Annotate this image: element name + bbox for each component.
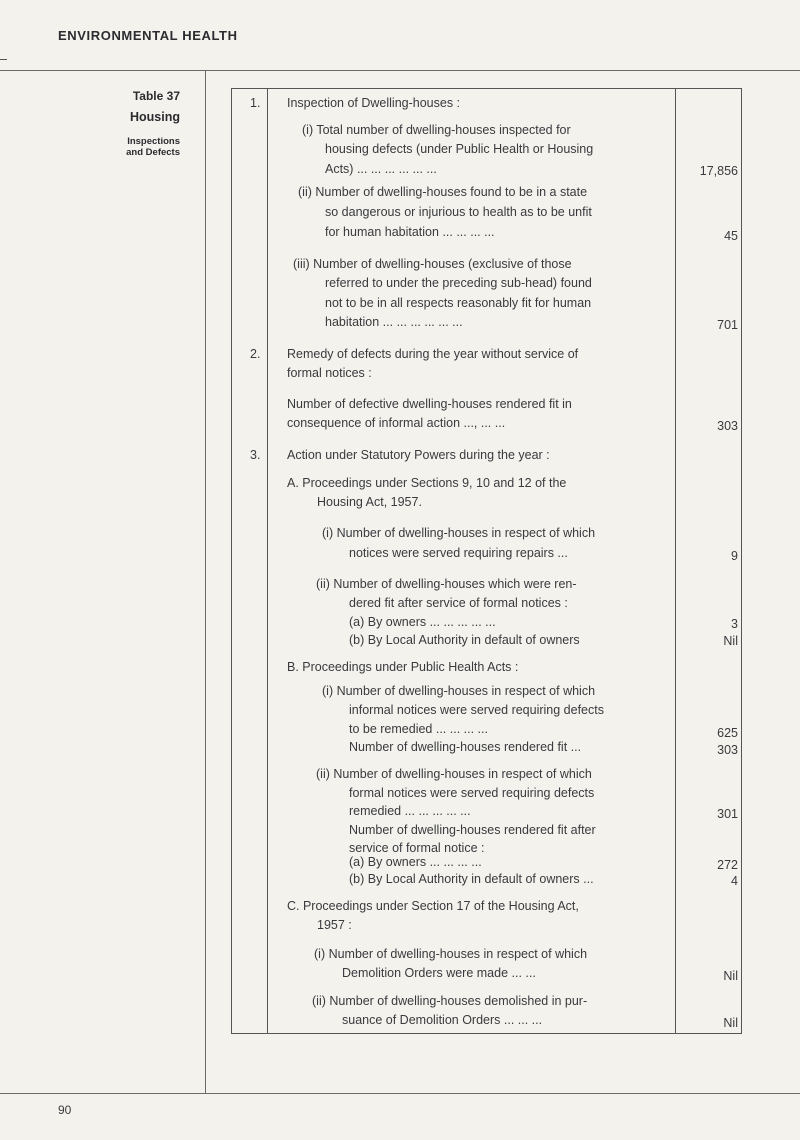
- table-text-line: Number of dwelling-houses rendered fit ...: [349, 740, 582, 754]
- table-text-line: service of formal notice :: [349, 841, 485, 855]
- table-text-line: C. Proceedings under Section 17 of the Housing Act,: [287, 899, 579, 913]
- section-heading: Inspection of Dwelling-houses :: [287, 96, 461, 110]
- subtopic-line-1: Inspections: [127, 136, 180, 147]
- subtopic-line-2: and Defects: [126, 147, 180, 158]
- table-text-line: referred to under the preceding sub-head) found: [325, 276, 592, 290]
- value-by-owners: 3: [731, 617, 738, 631]
- table-text-line: to be remedied ... ... ... ...: [349, 722, 488, 736]
- table-text-line: (a) By owners ... ... ... ... ...: [349, 615, 496, 629]
- subtopic-label: [60, 136, 180, 158]
- table-text-line: (i) Number of dwelling-houses in respect of which: [314, 947, 588, 961]
- table-text-line: (ii) Number of dwelling-houses which were ren-: [316, 577, 577, 591]
- value-informal-notices: 625: [717, 726, 738, 740]
- table-text-line: A. Proceedings under Sections 9, 10 and 12 of the: [287, 476, 567, 490]
- margin-tick: [0, 59, 7, 60]
- table-text-line: notices were served requiring repairs ...: [349, 546, 568, 560]
- table-text-line: for human habitation ... ... ... ...: [325, 225, 495, 239]
- value-by-authority: Nil: [723, 634, 738, 648]
- table-text-line: not to be in all respects reasonably fit for human: [325, 296, 592, 310]
- table-text-line: (i) Number of dwelling-houses in respect of which: [322, 684, 596, 698]
- page-number: 90: [58, 1103, 72, 1117]
- value-formal-notices: 301: [717, 807, 738, 821]
- table-text-line: formal notices :: [287, 366, 372, 380]
- table-text-line: (b) By Local Authority in default of owners ...: [349, 872, 594, 886]
- table-text-line: remedied ... ... ... ... ...: [349, 804, 471, 818]
- value-b-by-authority: 4: [731, 874, 738, 888]
- table-text-line: formal notices were served requiring defects: [349, 786, 595, 800]
- table-label: Table 37: [132, 89, 180, 103]
- table-text-line: Acts) ... ... ... ... ... ...: [325, 162, 437, 176]
- section-heading: Action under Statutory Powers during the year :: [287, 448, 550, 462]
- margin-rule: [205, 70, 206, 1094]
- table-text-line: Number of dwelling-houses rendered fit after: [349, 823, 596, 837]
- page-header: ENVIRONMENTAL HEALTH: [58, 28, 238, 43]
- table-text-line: (iii) Number of dwelling-houses (exclusive of those: [293, 257, 572, 271]
- value-repair-notices: 9: [731, 549, 738, 563]
- table-text-line: (b) By Local Authority in default of owners: [349, 633, 580, 647]
- table-text-line: (ii) Number of dwelling-houses found to be in a state: [298, 185, 588, 199]
- table-text-line: consequence of informal action ..., ... ...: [287, 416, 506, 430]
- table-text-line: Number of defective dwelling-houses rendered fit in: [287, 397, 572, 411]
- table-text-line: B. Proceedings under Public Health Acts :: [287, 660, 519, 674]
- table-text-line: habitation ... ... ... ... ... ...: [325, 315, 463, 329]
- value-unfit: 45: [724, 229, 738, 243]
- table-text-line: Housing Act, 1957.: [317, 495, 422, 509]
- bottom-rule: [0, 1093, 800, 1094]
- table-text-line: suance of Demolition Orders ... ... ...: [342, 1013, 543, 1027]
- value-rendered-fit: 303: [717, 743, 738, 757]
- value-informal-action: 303: [717, 419, 738, 433]
- value-not-fit: 701: [717, 318, 738, 332]
- table-text-line: (ii) Number of dwelling-houses demolished in pur-: [312, 994, 588, 1008]
- table-text-line: dered fit after service of formal notices :: [349, 596, 568, 610]
- section-number: 3.: [250, 448, 261, 462]
- value-total-inspected: 17,856: [699, 164, 738, 178]
- value-b-by-owners: 272: [717, 858, 738, 872]
- table-text-line: (i) Number of dwelling-houses in respect of which: [322, 526, 596, 540]
- table-text-line: (i) Total number of dwelling-houses inspected for: [302, 123, 571, 137]
- table-column-divider-left: [267, 89, 268, 1033]
- value-demolition-orders: Nil: [723, 969, 738, 983]
- table-text-line: so dangerous or injurious to health as to be unfit: [325, 205, 592, 219]
- value-demolished: Nil: [723, 1016, 738, 1030]
- table-text-line: 1957 :: [317, 918, 352, 932]
- table-text-line: Remedy of defects during the year without service of: [287, 347, 579, 361]
- section-number: 2.: [250, 347, 261, 361]
- table-text-line: (ii) Number of dwelling-houses in respect of which: [316, 767, 592, 781]
- topic-label: Housing: [130, 110, 180, 124]
- table-text-line: housing defects (under Public Health or Housing: [325, 142, 594, 156]
- table-text-line: informal notices were served requiring defects: [349, 703, 604, 717]
- table-text-line: (a) By owners ... ... ... ...: [349, 855, 482, 869]
- top-rule: [0, 70, 800, 71]
- table-text-line: Demolition Orders were made ... ...: [342, 966, 536, 980]
- section-number: 1.: [250, 96, 261, 110]
